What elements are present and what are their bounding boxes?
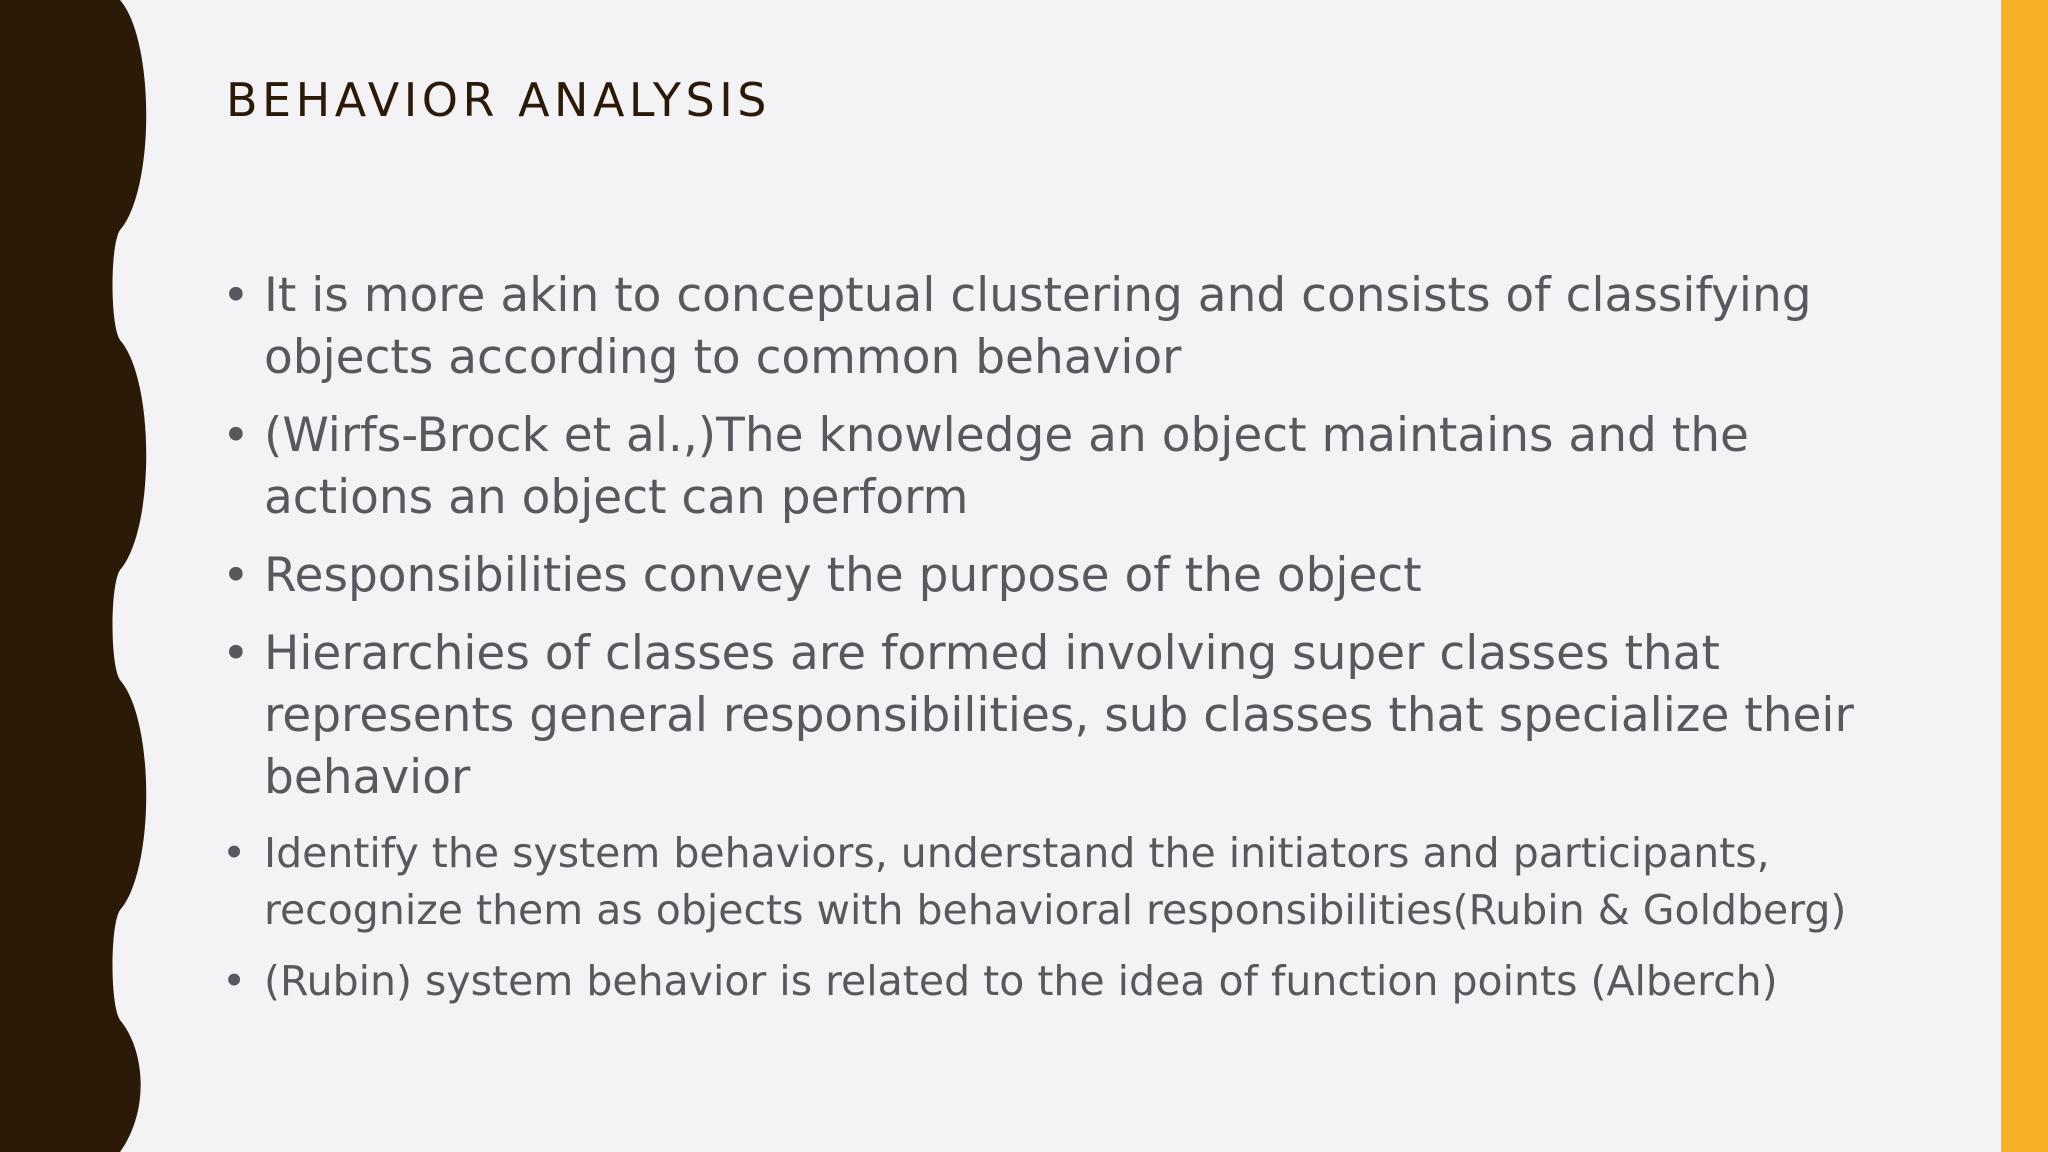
accent-strip — [2001, 0, 2048, 1152]
bullet-item: • Hierarchies of classes are formed involving super classes that represents general responsibilities, sub classes that specialize their behavior — [222, 623, 1882, 809]
bullet-item: • It is more akin to conceptual clustering and consists of classifying objects according to common behavior — [222, 265, 1882, 389]
bullet-list — [222, 265, 1882, 1024]
bullet-item: • Responsibilities convey the purpose of the object — [222, 545, 1882, 607]
decorative-wave-band — [0, 0, 160, 1152]
bullet-item: • Identify the system behaviors, understand the initiators and participants, recognize them as objects with behavioral responsibilities(Rubin & Goldberg) — [222, 825, 1882, 939]
bullet-item: • (Wirfs-Brock et al.,)The knowledge an object maintains and the actions an object can perform — [222, 405, 1882, 529]
bullet-item: • (Rubin) system behavior is related to the idea of function points (Alberch) — [222, 953, 1882, 1010]
slide-title: BEHAVIOR ANALYSIS — [226, 73, 771, 127]
